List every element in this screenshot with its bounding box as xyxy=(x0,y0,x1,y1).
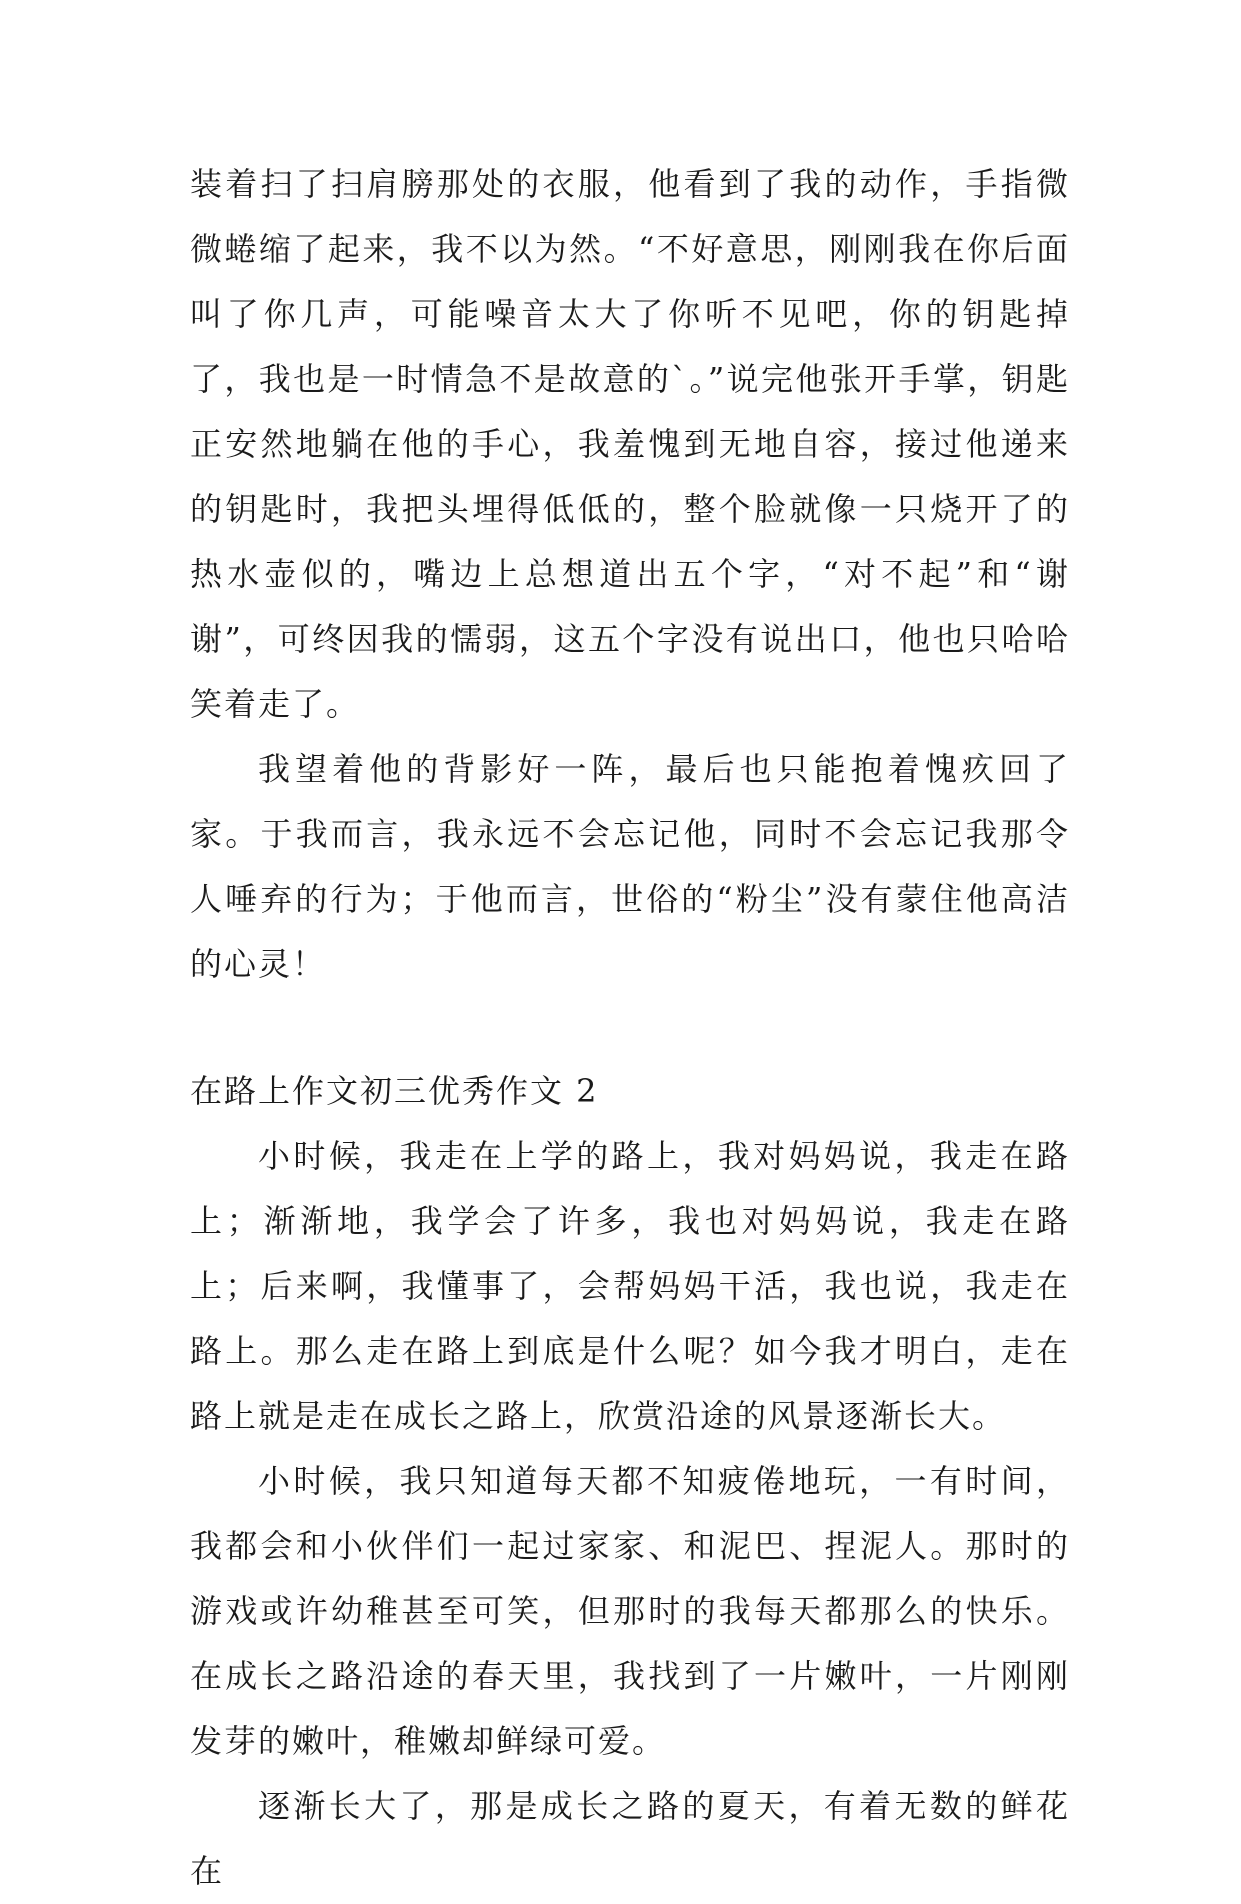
paragraph: 小时候，我走在上学的路上，我对妈妈说，我走在路上；渐渐地，我学会了许多，我也对妈妈说，我走在路上；后来啊，我懂事了，会帮妈妈干活，我也说，我走在路上。那么走在路上到底是什么呢？如今我才明白，走在路上就是走在成长之路上，欣赏沿途的风景逐渐长大。 xyxy=(190,1137,1070,1435)
paragraph: 小时候，我只知道每天都不知疲倦地玩，一有时间，我都会和小伙伴们一起过家家、和泥巴、捏泥人。那时的游戏或许幼稚甚至可笑，但那时的我每天都那么的快乐。在成长之路沿途的春天里，我找到了一片嫩叶，一片刚刚发芽的嫩叶，稚嫩却鲜绿可爱。 xyxy=(190,1462,1070,1760)
paragraph-continued: 装着扫了扫肩膀那处的衣服，他看到了我的动作，手指微微蜷缩了起来，我不以为然。“不好意思，刚刚我在你后面叫了你几声，可能噪音太大了你听不见吧，你的钥匙掉了，我也是一时情急不是故意的`。”说完他张开手掌，钥匙正安然地躺在他的手心，我羞愧到无地自容，接过他递来的钥匙时，我把头埋得低低的，整个脸就像一只烧开了的热水壶似的，嘴边上总想道出五个字，“对不起”和“谢谢”，可终因我的懦弱，这五个字没有说出口，他也只哈哈笑着走了。 xyxy=(190,165,1070,723)
section-title: 在路上作文初三优秀作文 2 xyxy=(190,1072,599,1110)
document-body xyxy=(190,152,1070,1904)
paragraph: 我望着他的背影好一阵，最后也只能抱着愧疚回了家。于我而言，我永远不会忘记他，同时不会忘记我那令人唾弃的行为；于他而言，世俗的“粉尘”没有蒙住他高洁的心灵！ xyxy=(190,750,1070,983)
paragraph: 逐渐长大了，那是成长之路的夏天，有着无数的鲜花在 xyxy=(190,1787,1070,1890)
